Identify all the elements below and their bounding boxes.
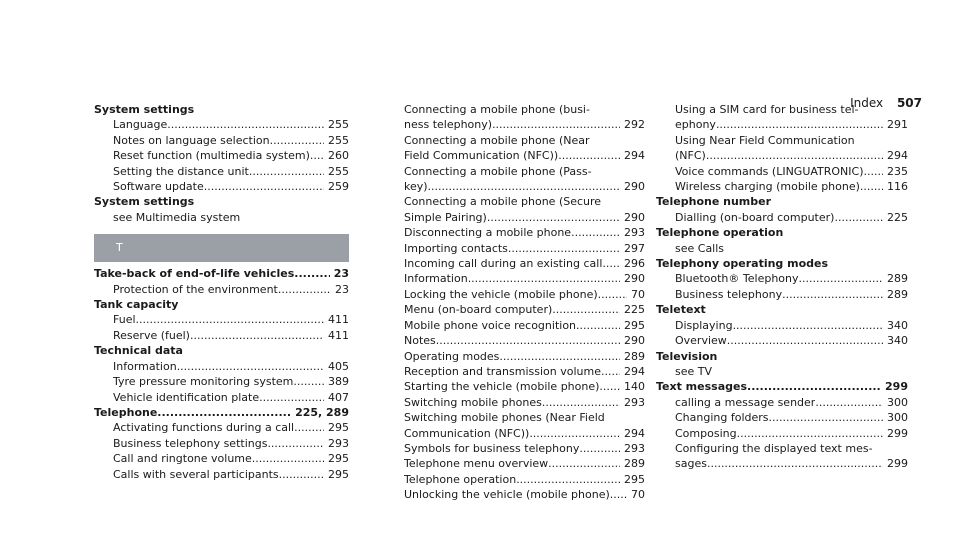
dot-leader	[542, 395, 620, 410]
page-reference[interactable]: 299	[887, 426, 908, 440]
index-heading	[656, 225, 908, 240]
entry-text: Reception and transmission volume	[404, 364, 601, 378]
entry-text: Protection of the environment	[113, 282, 278, 296]
index-subentry	[94, 148, 349, 163]
index-column-3	[656, 102, 908, 472]
page-reference[interactable]: 340	[887, 334, 908, 348]
index-subentry	[94, 179, 349, 194]
index-subentry	[656, 456, 908, 471]
page-reference[interactable]: 23	[333, 267, 349, 281]
index-subentry	[385, 287, 645, 302]
page-reference[interactable]: 255	[328, 133, 349, 147]
index-subentry	[656, 441, 908, 456]
page-reference[interactable]: 299	[885, 380, 908, 394]
index-subentry	[385, 179, 645, 194]
page-reference[interactable]: 293	[624, 441, 645, 455]
dot-leader	[571, 225, 620, 240]
entry-text: Displaying	[675, 318, 733, 332]
page-reference[interactable]: 405	[328, 359, 349, 373]
entry-text: Reset function (multimedia system)	[113, 149, 310, 163]
page-reference[interactable]: 292	[624, 118, 645, 132]
index-heading	[94, 194, 349, 209]
dot-leader	[602, 256, 620, 271]
entry-text: Notes	[404, 334, 436, 348]
heading-text: System settings	[94, 195, 195, 209]
index-subentry	[94, 436, 349, 451]
heading-text: Teletext	[656, 303, 706, 317]
page-reference[interactable]: 299	[887, 457, 908, 471]
page-reference[interactable]: 389	[328, 375, 349, 389]
index-subentry	[385, 410, 645, 425]
page-reference[interactable]: 290	[624, 180, 645, 194]
entry-text: see Multimedia system	[113, 210, 241, 224]
page-reference[interactable]: 293	[624, 395, 645, 409]
dot-leader	[492, 117, 620, 132]
index-heading	[656, 194, 908, 209]
dot-leader	[601, 364, 620, 379]
index-subentry	[656, 287, 908, 302]
index-subentry	[656, 117, 908, 132]
dot-leader	[747, 379, 881, 394]
index-subentry	[94, 312, 349, 327]
index-letter-heading: T	[94, 234, 349, 262]
index-subentry	[94, 451, 349, 466]
heading-text: Telephone number	[656, 195, 772, 209]
index-subentry	[385, 364, 645, 379]
entry-text: Operating modes	[404, 349, 500, 363]
dot-leader	[190, 328, 324, 343]
index-subentry	[656, 133, 908, 148]
page-reference[interactable]: 290	[624, 210, 645, 224]
index-subentry	[385, 395, 645, 410]
heading-text: Telephone operation	[656, 226, 784, 240]
index-subentry	[656, 179, 908, 194]
page-reference[interactable]: 293	[328, 436, 349, 450]
heading-text: Technical data	[94, 344, 183, 358]
page-reference[interactable]: 290	[624, 272, 645, 286]
entry-text: ephony	[675, 118, 716, 132]
entry-text: Fuel	[113, 313, 136, 327]
entry-text: Configuring the displayed text mes-	[675, 441, 873, 455]
entry-text: Connecting a mobile phone (busi-	[404, 103, 590, 116]
entry-text: Symbols for business telephony	[404, 441, 580, 455]
heading-text: Text messages	[656, 380, 748, 394]
entry-text: Vehicle identification plate	[113, 390, 260, 404]
page-reference[interactable]: 294	[624, 149, 645, 163]
entry-text: Voice commands (LINGUATRONIC)	[675, 164, 864, 178]
index-subentry	[656, 410, 908, 425]
index-subentry	[385, 256, 645, 271]
dot-leader	[468, 271, 620, 286]
entry-text: Telephone menu overview	[404, 457, 549, 471]
index-subentry	[385, 210, 645, 225]
entry-text: Reserve (fuel)	[113, 328, 190, 342]
page-reference[interactable]: 290	[624, 334, 645, 348]
page-reference[interactable]: 295	[328, 421, 349, 435]
index-subentry	[656, 148, 908, 163]
entry-text: ness telephony)	[404, 118, 493, 132]
page-reference[interactable]: 235	[887, 164, 908, 178]
entry-text: Dialling (on-board computer)	[675, 210, 835, 224]
index-subentry	[94, 282, 349, 297]
dot-leader	[529, 426, 620, 441]
page-reference[interactable]: 297	[624, 241, 645, 255]
dot-leader	[249, 164, 324, 179]
index-subentry	[385, 271, 645, 286]
index-subentry	[385, 487, 645, 502]
index-subentry	[94, 390, 349, 405]
entry-text: Calls with several participants	[113, 467, 279, 481]
entry-text: Simple Pairing)	[404, 210, 487, 224]
entry-text: Connecting a mobile phone (Secure	[404, 195, 602, 209]
heading-text: Take-back of end-of-life vehicles	[94, 267, 295, 281]
dot-leader	[516, 472, 620, 487]
dot-leader	[270, 133, 324, 148]
dot-leader	[815, 395, 883, 410]
index-subentry	[94, 467, 349, 482]
index-heading	[94, 405, 349, 420]
index-subentry	[94, 328, 349, 343]
entry-text: Overview	[675, 334, 727, 348]
dot-leader	[177, 359, 324, 374]
dot-leader	[293, 374, 324, 389]
dot-leader	[834, 210, 883, 225]
entry-text: Setting the distance unit	[113, 164, 249, 178]
entry-text: Connecting a mobile phone (Near	[404, 133, 590, 147]
index-subentry	[656, 395, 908, 410]
index-subentry	[385, 225, 645, 240]
entry-text: key)	[404, 180, 428, 194]
index-subentry	[385, 379, 645, 394]
entry-text: Connecting a mobile phone (Pass-	[404, 164, 592, 178]
index-subentry	[385, 318, 645, 333]
entry-text: (NFC)	[675, 149, 706, 163]
entry-text: Field Communication (NFC))	[404, 149, 559, 163]
page-reference[interactable]: 140	[624, 380, 645, 394]
dot-leader	[252, 451, 324, 466]
entry-text: Information	[113, 359, 177, 373]
dot-leader	[864, 164, 883, 179]
index-heading	[94, 266, 349, 281]
dot-leader	[737, 426, 883, 441]
page-reference[interactable]: 225	[887, 210, 908, 224]
page-reference[interactable]: 296	[624, 257, 645, 271]
dot-leader	[136, 312, 324, 327]
entry-text: Composing	[675, 426, 737, 440]
index-heading	[656, 256, 908, 271]
header-label: Index	[850, 96, 884, 110]
dot-leader	[499, 349, 620, 364]
dot-leader	[279, 467, 324, 482]
entry-text: Software update	[113, 180, 204, 194]
index-subentry	[656, 164, 908, 179]
heading-text: Television	[656, 349, 718, 363]
index-subentry	[94, 374, 349, 389]
index-subentry	[94, 420, 349, 435]
entry-text: calling a message sender	[675, 395, 816, 409]
entry-text: Notes on language selection	[113, 133, 270, 147]
dot-leader	[599, 379, 620, 394]
index-subentry	[385, 333, 645, 348]
index-subentry	[385, 133, 645, 148]
dot-leader	[267, 436, 324, 451]
page-reference[interactable]: 411	[328, 313, 349, 327]
page-reference[interactable]: 289	[624, 349, 645, 363]
page-reference[interactable]: 300	[887, 395, 908, 409]
dot-leader	[860, 179, 883, 194]
entry-text: Incoming call during an existing call	[404, 257, 603, 271]
index-subentry	[656, 364, 908, 379]
page-reference[interactable]: 225	[624, 303, 645, 317]
entry-text: Switching mobile phones	[404, 395, 542, 409]
page-reference[interactable]: 259	[328, 180, 349, 194]
dot-leader	[294, 420, 324, 435]
index-subentry	[656, 102, 908, 117]
dot-leader	[508, 241, 620, 256]
index-heading	[94, 343, 349, 358]
page-reference[interactable]: 300	[887, 411, 908, 425]
entry-text: Importing contacts	[404, 241, 508, 255]
page-reference[interactable]: 225, 289	[295, 405, 349, 419]
page-number: 507	[896, 96, 922, 110]
dot-leader	[204, 179, 324, 194]
dot-leader	[487, 210, 620, 225]
dot-leader	[707, 456, 883, 471]
page-reference[interactable]: 294	[624, 426, 645, 440]
entry-text: Call and ringtone volume	[113, 452, 252, 466]
index-heading	[94, 102, 349, 117]
index-subentry	[385, 164, 645, 179]
entry-text: Menu (on-board computer)	[404, 303, 553, 317]
entry-text: Bluetooth® Telephony	[675, 272, 799, 286]
page-reference[interactable]: 70	[631, 488, 645, 502]
index-subentry	[385, 426, 645, 441]
index-subentry	[385, 456, 645, 471]
page-reference[interactable]: 294	[887, 149, 908, 163]
dot-leader	[167, 117, 324, 132]
dot-leader	[727, 333, 883, 348]
index-subentry	[385, 241, 645, 256]
page-reference[interactable]: 260	[328, 149, 349, 163]
index-subentry	[656, 241, 908, 256]
page-reference[interactable]: 255	[328, 118, 349, 132]
entry-text: see TV	[675, 364, 713, 378]
index-subentry	[385, 472, 645, 487]
index-subentry	[94, 133, 349, 148]
index-subentry	[385, 102, 645, 117]
index-subentry	[94, 117, 349, 132]
index-column-1	[94, 102, 349, 482]
page-reference[interactable]: 23	[335, 282, 349, 296]
entry-text: Locking the vehicle (mobile phone)	[404, 287, 598, 301]
page-reference[interactable]: 295	[328, 467, 349, 481]
page-reference[interactable]: 289	[887, 287, 908, 301]
entry-text: Wireless charging (mobile phone)	[675, 180, 860, 194]
heading-text: Tank capacity	[94, 298, 179, 312]
dot-leader	[259, 390, 324, 405]
dot-leader	[428, 179, 620, 194]
heading-text: Telephony operating modes	[656, 257, 829, 271]
index-subentry	[385, 302, 645, 317]
index-subentry	[385, 349, 645, 364]
page-reference[interactable]: 255	[328, 164, 349, 178]
entry-text: Starting the vehicle (mobile phone)	[404, 380, 600, 394]
dot-leader	[278, 282, 331, 297]
index-column-2	[385, 102, 645, 503]
entry-text: Information	[404, 272, 468, 286]
index-subentry	[94, 164, 349, 179]
entry-text: Using a SIM card for business tel-	[675, 103, 859, 116]
page-reference[interactable]: 294	[624, 364, 645, 378]
index-subentry	[656, 318, 908, 333]
entry-text: sages	[675, 457, 707, 471]
dot-leader	[548, 456, 620, 471]
page-reference[interactable]: 407	[328, 390, 349, 404]
entry-text: Communication (NFC))	[404, 426, 530, 440]
entry-text: Changing folders	[675, 411, 769, 425]
page-reference[interactable]: 289	[624, 457, 645, 471]
index-subentry	[656, 210, 908, 225]
entry-text: Language	[113, 118, 168, 132]
index-subentry	[385, 194, 645, 209]
page-reference[interactable]: 295	[624, 472, 645, 486]
dot-leader	[576, 318, 620, 333]
index-heading	[656, 302, 908, 317]
index-subentry	[385, 117, 645, 132]
page-reference[interactable]: 295	[624, 318, 645, 332]
entry-text: Activating functions during a call	[113, 421, 295, 435]
page-reference[interactable]: 295	[328, 452, 349, 466]
dot-leader	[552, 302, 620, 317]
dot-leader	[716, 117, 883, 132]
dot-leader	[157, 405, 291, 420]
index-subentry	[385, 148, 645, 163]
page-reference[interactable]: 116	[887, 180, 908, 194]
heading-text: System settings	[94, 103, 195, 116]
page-reference[interactable]: 289	[887, 272, 908, 286]
entry-text: Switching mobile phones (Near Field	[404, 411, 605, 425]
dot-leader	[733, 318, 883, 333]
dot-leader	[310, 148, 324, 163]
entry-text: Disconnecting a mobile phone	[404, 226, 572, 240]
heading-text: Telephone	[94, 405, 158, 419]
index-subentry	[656, 333, 908, 348]
page-reference[interactable]: 411	[328, 328, 349, 342]
dot-leader	[799, 271, 883, 286]
dot-leader	[579, 441, 620, 456]
index-heading	[94, 297, 349, 312]
entry-text: Tyre pressure monitoring system	[113, 375, 294, 389]
entry-text: Business telephony	[675, 287, 783, 301]
index-heading	[656, 379, 908, 394]
index-subentry	[94, 210, 349, 225]
dot-leader	[706, 148, 883, 163]
page-reference[interactable]: 340	[887, 318, 908, 332]
index-subentry	[656, 426, 908, 441]
entry-text: Using Near Field Communication	[675, 133, 855, 147]
page-reference[interactable]: 70	[631, 287, 645, 301]
entry-text: Mobile phone voice recognition	[404, 318, 577, 332]
dot-leader	[294, 266, 329, 281]
entry-text: Unlocking the vehicle (mobile phone)	[404, 488, 610, 502]
dot-leader	[598, 287, 627, 302]
dot-leader	[769, 410, 883, 425]
dot-leader	[436, 333, 620, 348]
index-subentry	[385, 441, 645, 456]
page-reference[interactable]: 293	[624, 226, 645, 240]
index-heading	[656, 349, 908, 364]
page-reference[interactable]: 291	[887, 118, 908, 132]
entry-text: see Calls	[675, 241, 725, 255]
dot-leader	[610, 487, 627, 502]
dot-leader	[782, 287, 883, 302]
index-subentry	[94, 359, 349, 374]
entry-text: Business telephony settings	[113, 436, 268, 450]
entry-text: Telephone operation	[404, 472, 517, 486]
dot-leader	[558, 148, 620, 163]
index-subentry	[656, 271, 908, 286]
